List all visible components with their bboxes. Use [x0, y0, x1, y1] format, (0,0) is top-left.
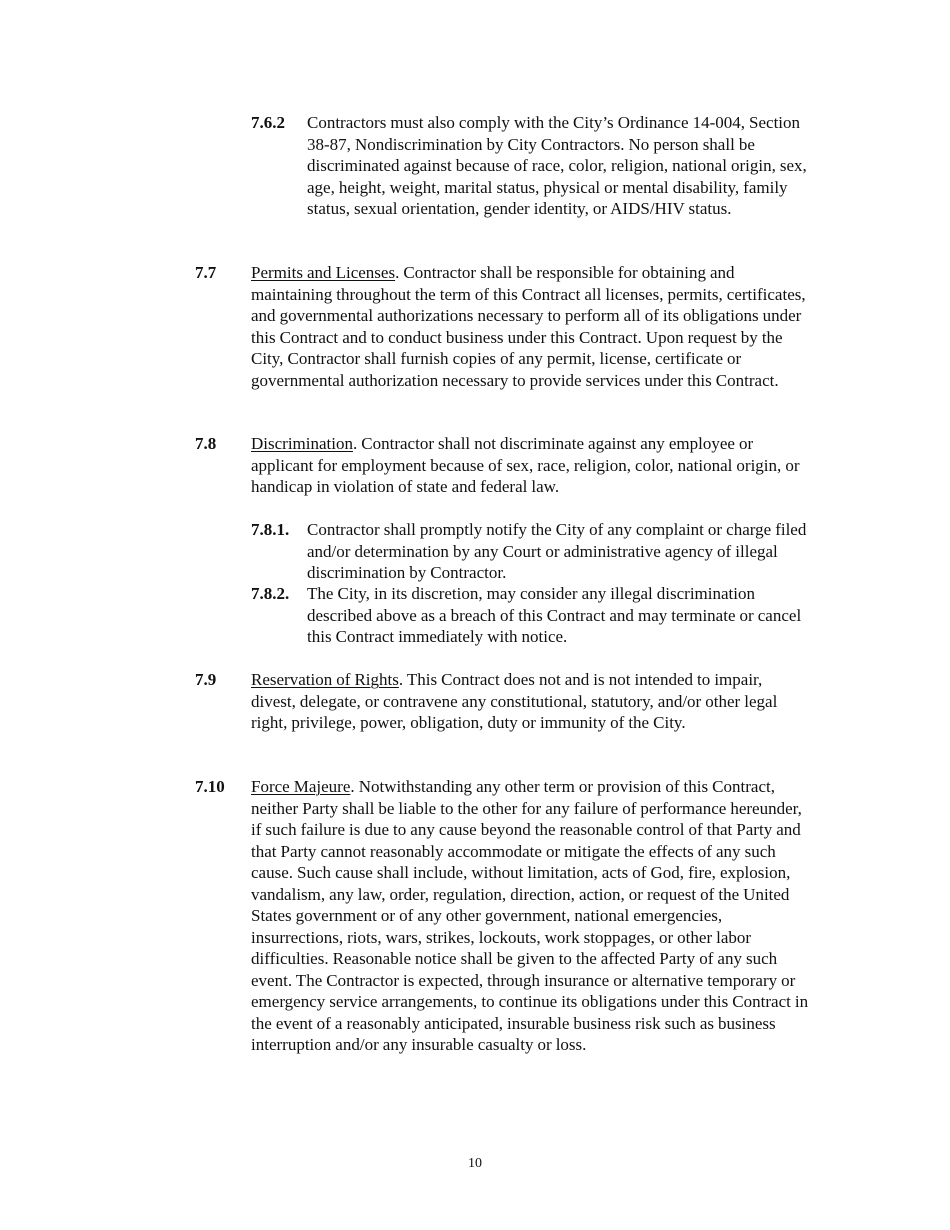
- section-text: [307, 583, 811, 648]
- section-body: . This Contract does not and is not intended to impair, divest, delegate, or contravene any constitutional, statutory, and/or other legal right, privilege, power, obligation, duty or immunity of the City.: [251, 670, 778, 732]
- section-text: [307, 112, 811, 220]
- section-heading: Discrimination: [251, 434, 353, 453]
- section-text: [251, 776, 811, 1056]
- section-body: The City, in its discretion, may consider any illegal discrimination described above as a breach of this Contract and may terminate or cancel this Contract immediately with notice.: [307, 584, 802, 646]
- section-7-10: [195, 776, 811, 1102]
- section-7-9: [195, 669, 811, 757]
- section-text: [251, 669, 811, 734]
- section-7-7: [195, 262, 811, 414]
- section-heading: Permits and Licenses: [251, 263, 396, 282]
- section-heading: Reservation of Rights: [251, 670, 399, 689]
- section-body: . Contractor shall not discriminate against any employee or applicant for employment because of sex, race, religion, color, national origin, or handicap in violation of state and federal law.: [251, 434, 800, 496]
- page-number: 10: [468, 1156, 482, 1171]
- section-number: 7.10: [195, 777, 225, 796]
- section-text: [307, 519, 811, 584]
- section-body: . Contractor shall be responsible for obtaining and maintaining throughout the term of this Contract all licenses, permits, certificates, and governmental authorizations necessary to perform all of its obligations under this Contract and to conduct business under this Contract. Upon request by the City, Contractor shall furnish copies of any permit, license, certificate or governmental authorization necessary to provide services under this Contract.: [251, 263, 806, 390]
- section-heading: Force Majeure: [251, 777, 351, 796]
- section-body: Contractors must also comply with the City’s Ordinance 14-004, Section 38-87, Nondiscrimination by City Contractors. No person shall be discriminated against because of race, color, religion, national origin, sex, age, height, weight, marital status, physical or mental disability, family status, sexual orientation, gender identity, or AIDS/HIV status.: [307, 113, 807, 218]
- section-body: . Notwithstanding any other term or provision of this Contract, neither Party shall be liable to the other for any failure of performance hereunder, if such failure is due to any cause beyond the reasonable control of that Party and that Party cannot reasonably accommodate or mitigate the effects of any such cause. Such cause shall include, without limitation, acts of God, fire, explosion, vandalism, any law, order, regulation, direction, action, or request of the United States government or of any other government, national emergencies, insurrections, riots, wars, strikes, lockouts, work stoppages, or other labor difficulties. Reasonable notice shall be given to the affected Party of any such event. The Contractor is expected, through insurance or alternative temporary or emergency service arrangements, to continue its obligations under this Contract in the event of a reasonably anticipated, insurable business risk such as business interruption and/or any insurable casualty or loss.: [251, 777, 809, 1054]
- section-number: 7.9: [195, 670, 217, 689]
- section-7-8-2: [251, 583, 811, 649]
- section-7-8: [195, 433, 811, 499]
- section-number: 7.7: [195, 263, 217, 282]
- section-body: Contractor shall promptly notify the City of any complaint or charge filed and/or determination by any Court or administrative agency of illegal discrimination by Contractor.: [307, 520, 807, 582]
- section-number: 7.8.1.: [251, 520, 290, 539]
- section-7-6-2: [251, 112, 811, 244]
- section-number: 7.8.2.: [251, 584, 290, 603]
- section-text: [251, 262, 811, 391]
- section-number: 7.8: [195, 434, 217, 453]
- section-text: [251, 433, 811, 498]
- section-number: 7.6.2: [251, 113, 285, 132]
- section-7-8-1: [251, 519, 811, 585]
